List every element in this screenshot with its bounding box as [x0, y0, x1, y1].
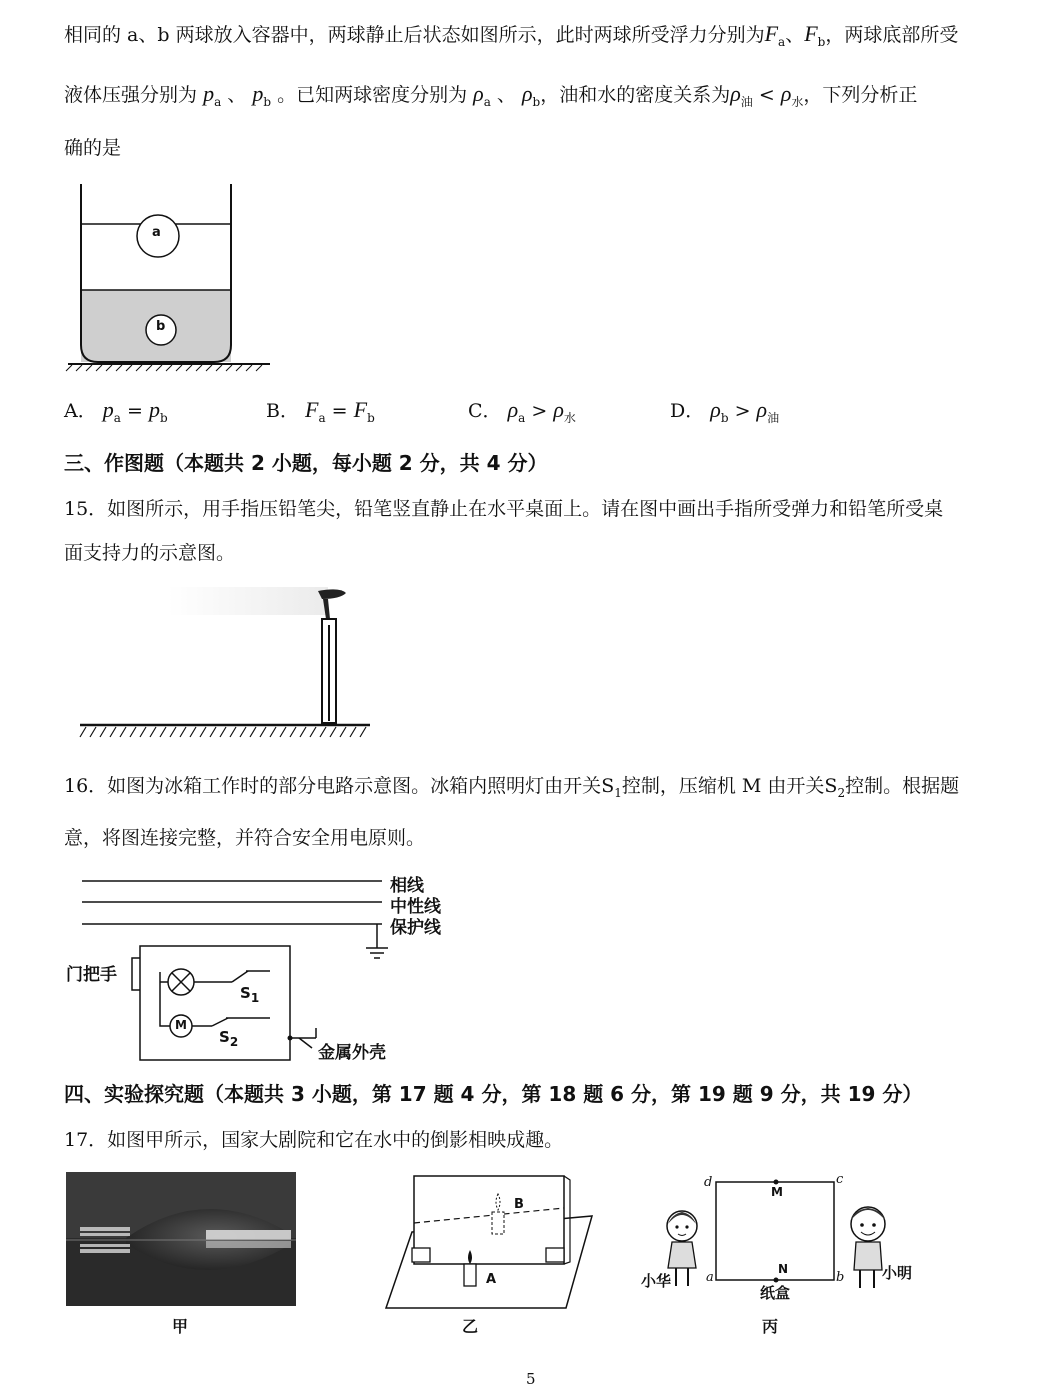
q14-line2: 液体压强分别为 $p_a$ 、 $p_b$ 。已知两球密度分别为 $\rho_a$ 、 $\rho_b$，油和水的密度关系为$\rho_油 < \rho_水$，下列分析正	[64, 81, 918, 109]
photo-grand-theatre	[66, 1172, 296, 1306]
switch-s1-label: $S_1$	[240, 984, 260, 1005]
q17-line1: 17．如图甲所示，国家大剧院和它在水中的倒影相映成趣。	[64, 1129, 564, 1151]
label-corner-a: a	[706, 1270, 714, 1285]
label-xiaoming: 小明	[882, 1264, 913, 1282]
label-point-n: N	[778, 1262, 789, 1276]
q16-line2: 意，将图连接完整，并符合安全用电原则。	[64, 827, 426, 849]
q15-line2: 面支持力的示意图。	[64, 542, 236, 564]
stand-right	[546, 1248, 564, 1262]
boy-xiaoming	[851, 1207, 885, 1288]
container-figure	[60, 180, 270, 370]
glass-plate	[414, 1176, 564, 1264]
option-c: C． $\rho_a > \rho_水$	[468, 397, 576, 425]
caption-yi: 乙	[462, 1317, 479, 1336]
switch-s1	[232, 971, 248, 982]
candle-b-image	[492, 1212, 504, 1234]
option-d: D． $\rho_b > \rho_油$	[670, 397, 780, 425]
mirror-experiment-figure	[384, 1172, 596, 1312]
finger-shadow	[168, 587, 328, 615]
page-number: 5	[526, 1370, 536, 1388]
q14-line1: 相同的 a、b 两球放入容器中，两球静止后状态如图所示，此时两球所受浮力分别为$F_a$、$F_b$，两球底部所受	[64, 21, 959, 49]
q14-line3: 确的是	[64, 137, 122, 159]
label-xiaohua: 小华	[641, 1272, 672, 1290]
candle-a	[464, 1264, 476, 1286]
ground-wire-label: 保护线	[390, 918, 441, 938]
neutral-wire-label: 中性线	[390, 897, 441, 917]
q15-line1: 15．如图所示，用手指压铅笔尖，铅笔竖直静止在水平桌面上。请在图中画出手指所受弹力和铅笔所受桌	[64, 498, 944, 520]
section-3-heading: 三、作图题（本题共 2 小题，每小题 2 分，共 4 分）	[64, 451, 548, 475]
label-corner-d: d	[704, 1175, 713, 1190]
option-b: B． $F_a = F_b$	[266, 397, 375, 425]
metal-shell-label: 金属外壳	[318, 1043, 386, 1063]
door-handle-label: 门把手	[66, 965, 117, 985]
live-wire-label: 相线	[390, 876, 424, 896]
stand-left	[412, 1248, 430, 1262]
pencil-figure	[78, 585, 378, 745]
finger-tip	[318, 589, 346, 599]
ball-a-label: a	[152, 225, 161, 240]
label-corner-c: c	[836, 1172, 844, 1187]
ground-hatch	[66, 365, 262, 371]
q16-line1: 16．如图为冰箱工作时的部分电路示意图。冰箱内照明灯由开关$S_1$控制，压缩机 M 由开关$S_2$控制。根据题	[64, 775, 960, 800]
label-point-m: M	[771, 1185, 783, 1199]
option-a: A． $p_a = p_b$	[64, 397, 168, 425]
fridge-box	[140, 946, 290, 1060]
label-corner-b: b	[836, 1270, 845, 1285]
switch-s2-label: $S_2$	[219, 1028, 239, 1049]
door-handle-bracket	[132, 958, 140, 990]
caption-jia: 甲	[172, 1317, 189, 1336]
label-candle-b: B	[514, 1197, 524, 1212]
label-candle-a: A	[486, 1272, 497, 1287]
ball-b-label: b	[156, 319, 166, 334]
switch-s2	[212, 1018, 228, 1026]
girl-xiaohua	[667, 1211, 697, 1286]
caption-bing: 丙	[762, 1317, 779, 1336]
label-paper-box: 纸盒	[760, 1284, 791, 1302]
earth-symbol	[366, 948, 388, 958]
section-4-heading: 四、实验探究题（本题共 3 小题，第 17 题 4 分，第 18 题 6 分，第 19 题 9 分，共 19 分）	[64, 1082, 923, 1106]
desk-hatch	[80, 727, 366, 737]
motor-label: M	[175, 1018, 187, 1032]
